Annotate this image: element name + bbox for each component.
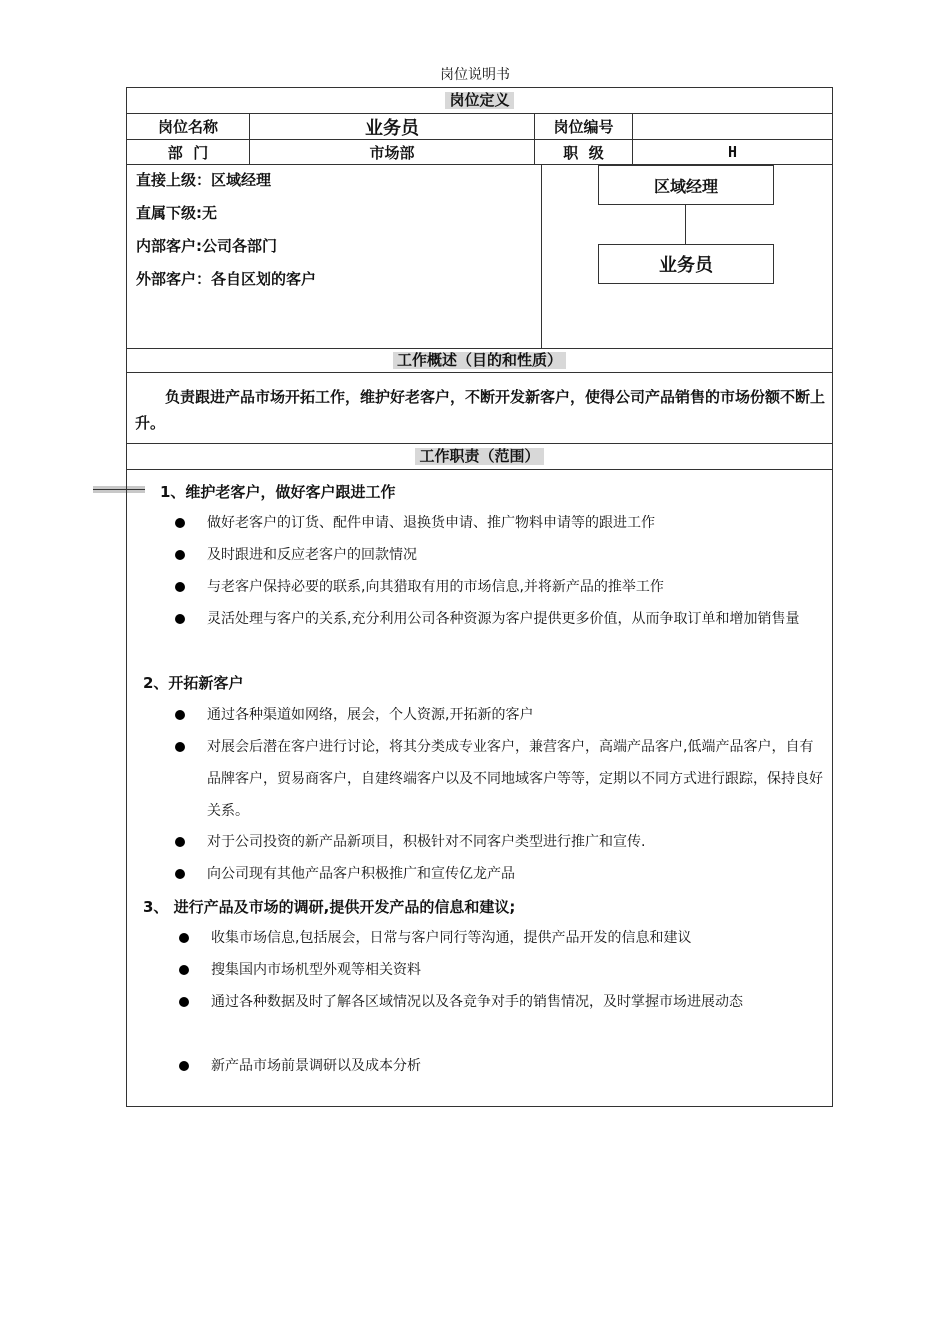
bullet-icon (175, 869, 185, 879)
bullet-icon (175, 550, 185, 560)
external-clients: 外部客户：各自区划的客户 (136, 270, 317, 288)
post-no-label: 岗位编号 (553, 118, 614, 136)
list-item: 通过各种数据及时了解各区域情况以及各竞争对手的销售情况，及时掌握市场进展动态 (211, 994, 743, 1010)
row-divider (127, 372, 832, 373)
section-2-title: 2、开拓新客户 (143, 674, 244, 692)
bullet-icon (175, 614, 185, 624)
bullet-icon (175, 710, 185, 720)
bullet-icon (175, 518, 185, 528)
bullet-icon (175, 742, 185, 752)
document-title: 岗位说明书 (440, 67, 510, 83)
section-3-title: 3、 进行产品及市场的调研,提供开发产品的信息和建议; (143, 898, 516, 916)
list-item: 对于公司投资的新产品新项目，积极针对不同客户类型进行推广和宣传. (207, 834, 646, 850)
duties-header-label: 工作职责（范围） (415, 448, 543, 465)
list-item: 对展会后潜在客户进行讨论，将其分类成专业客户，兼营客户，高端产品客户,低端产品客户，自有品牌客户，贸易商客户，自建终端客户以及不同地域客户等等，定期以不同方式进行跟踪，保持良好关系。 (207, 739, 823, 819)
org-box-manager: 区域经理 (598, 165, 774, 205)
bullet-icon (179, 965, 189, 975)
list-item: 做好老客户的订货、配件申请、退换货申请、推广物料申请等的跟进工作 (207, 515, 655, 531)
bullet-icon (175, 837, 185, 847)
overview-header-label: 工作概述（目的和性质） (393, 352, 566, 369)
level-value: H (727, 143, 738, 161)
org-box-salesperson: 业务员 (598, 244, 774, 284)
overview-text: 负责跟进产品市场开拓工作，维护好老客户，不断开发新客户，使得公司产品销售的市场份额不断上升。 (135, 388, 826, 432)
list-item: 通过各种渠道如网络，展会，个人资源,开拓新的客户 (207, 707, 534, 723)
list-item: 新产品市场前景调研以及成本分析 (211, 1058, 421, 1074)
bullet-icon (179, 1061, 189, 1071)
post-no-value (633, 114, 832, 139)
post-name-label: 岗位名称 (157, 118, 218, 136)
bullet-icon (179, 997, 189, 1007)
row-divider (127, 469, 832, 470)
list-item: 与老客户保持必要的联系,向其猎取有用的市场信息,并将新产品的推举工作 (207, 579, 664, 595)
bullet-icon (179, 933, 189, 943)
direct-subordinate: 直属下级:无 (136, 204, 217, 222)
org-connector (685, 204, 686, 244)
definition-header (127, 88, 832, 113)
definition-header-label: 岗位定义 (445, 92, 513, 109)
dept-label: 部 门 (167, 143, 209, 162)
overview-header (127, 349, 832, 372)
post-name-value: 业务员 (365, 117, 419, 139)
section-1-title: 1、维护老客户，做好客户跟进工作 (160, 483, 396, 501)
bullet-icon (175, 582, 185, 592)
duties-header (127, 444, 832, 469)
internal-clients: 内部客户:公司各部门 (136, 237, 277, 255)
direct-superior: 直接上级：区域经理 (136, 171, 272, 189)
col-divider (541, 164, 542, 348)
list-item: 及时跟进和反应老客户的回款情况 (207, 547, 417, 563)
list-item: 收集市场信息,包括展会，日常与客户同行等沟通，提供产品开发的信息和建议 (211, 930, 692, 946)
level-label: 职 级 (563, 143, 604, 162)
list-item: 搜集国内市场机型外观等相关资料 (211, 962, 421, 978)
job-description-table (126, 87, 833, 1107)
list-item: 灵活处理与客户的关系,充分利用公司各种资源为客户提供更多价值，从而争取订单和增加销售量 (207, 611, 800, 627)
list-item: 向公司现有其他产品客户积极推广和宣传亿龙产品 (207, 866, 515, 882)
dept-value: 市场部 (369, 143, 415, 162)
